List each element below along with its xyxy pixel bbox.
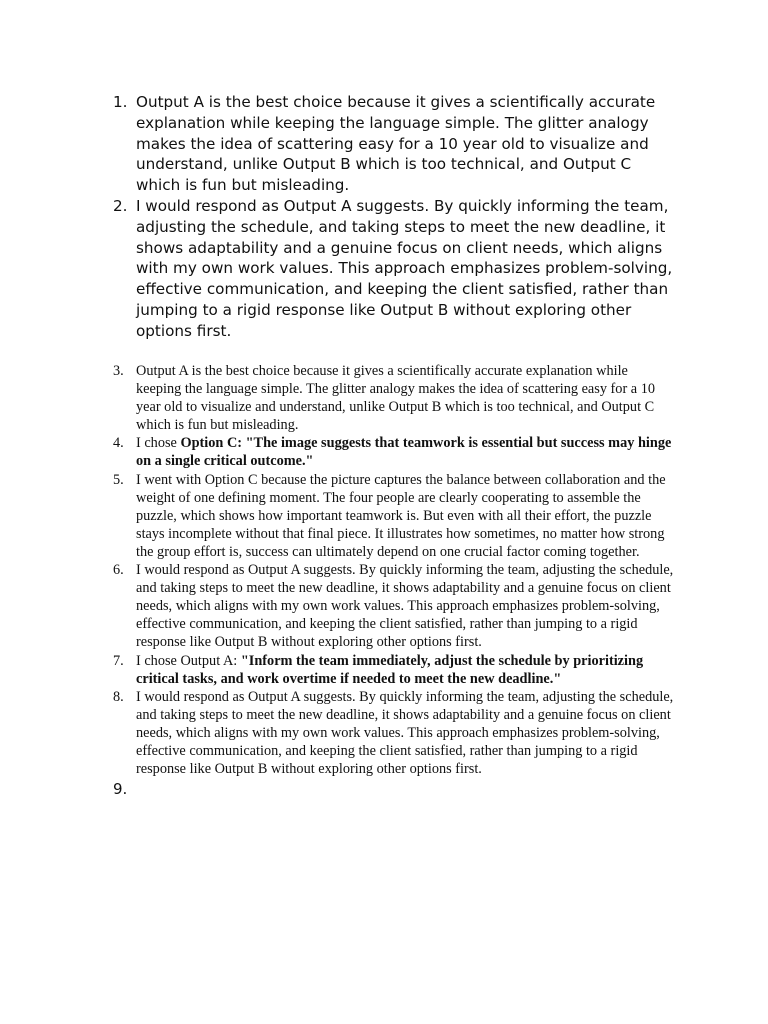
list-item-prefix: I chose Output A: [136,652,241,669]
list-number: 5. [113,471,124,488]
list-number: 6. [113,562,124,579]
list-number: 9. [113,780,128,799]
list-item-text: Output A is the best choice because it gives a scientifically accurate explanation while keeping the language simple. The glitter analogy makes the idea of scattering easy for a 10 year old to visualize and understand, unlike Output B which is too technical, and Output C which is fun but misleading. [136,363,656,434]
list-number: 4. [113,435,124,452]
list-item-bold-text: "Inform the team immediately, adjust the schedule by prioritizing critical tasks, and work overtime if needed to meet the new deadline." [136,652,644,687]
list-item-5 [0,471,676,561]
list-number: 8. [113,688,124,705]
list-item-text: I would respond as Output A suggests. By quickly informing the team, adjusting the schedule, and taking steps to meet the new deadline, it shows adaptability and a genuine focus on client needs, which aligns with my own work values. This approach emphasizes problem-solving, effective communication, and keeping the client satisfied, rather than jumping to a rigid response like Output B without exploring other options first. [136,688,674,778]
list-item-text: I went with Option C because the picture captures the balance between collaboration and the weight of one defining moment. The four people are clearly cooperating to assemble the puzzle, which shows how important teamwork is. But even with all their effort, the puzzle stays incomplete without that final piece. It illustrates how sometimes, no matter how strong the group effort is, success can ultimately depend on one crucial factor coming together. [136,471,666,560]
list-item-2 [0,196,678,342]
list-item-8 [0,688,676,778]
list-item-text: Output A is the best choice because it gives a scientifically accurate explanation while keeping the language simple. The glitter analogy makes the idea of scattering easy for a 10 year old to visualize and understand, unlike Output B which is too technical, and Output C which is fun but misleading. [136,93,656,195]
list-item-bold-text: Option C: "The image suggests that teamwork is essential but success may hinge on a single critical outcome." [136,435,672,470]
list-item-4 [0,434,676,470]
list-number: 3. [113,363,124,379]
list-item-6 [0,561,676,651]
list-number: 7. [113,652,124,669]
list-item-1 [0,92,678,196]
list-number: 2. [113,196,128,215]
list-number: 1. [113,93,128,111]
list-item-prefix: I chose [136,435,181,452]
numbered-list-sans [0,92,768,342]
list-item-text: I would respond as Output A suggests. By quickly informing the team, adjusting the schedule, and taking steps to meet the new deadline, it shows adaptability and a genuine focus on client needs, which aligns with my own work values. This approach emphasizes problem-solving, effective communication, and keeping the client satisfied, rather than jumping to a rigid response like Output B without exploring other options first. [136,562,674,651]
list-item-text: I would respond as Output A suggests. By quickly informing the team, adjusting the schedule, and taking steps to meet the new deadline, it shows adaptability and a genuine focus on client needs, which aligns with my own work values. This approach emphasizes problem-solving, effective communication, and keeping the client satisfied, rather than jumping to a rigid response like Output B without exploring other options first. [136,196,673,340]
list-item-7 [0,652,676,688]
list-item-3 [0,362,676,434]
numbered-list-serif [0,362,768,799]
list-item-9 [0,778,676,799]
list-item-text [136,779,140,795]
